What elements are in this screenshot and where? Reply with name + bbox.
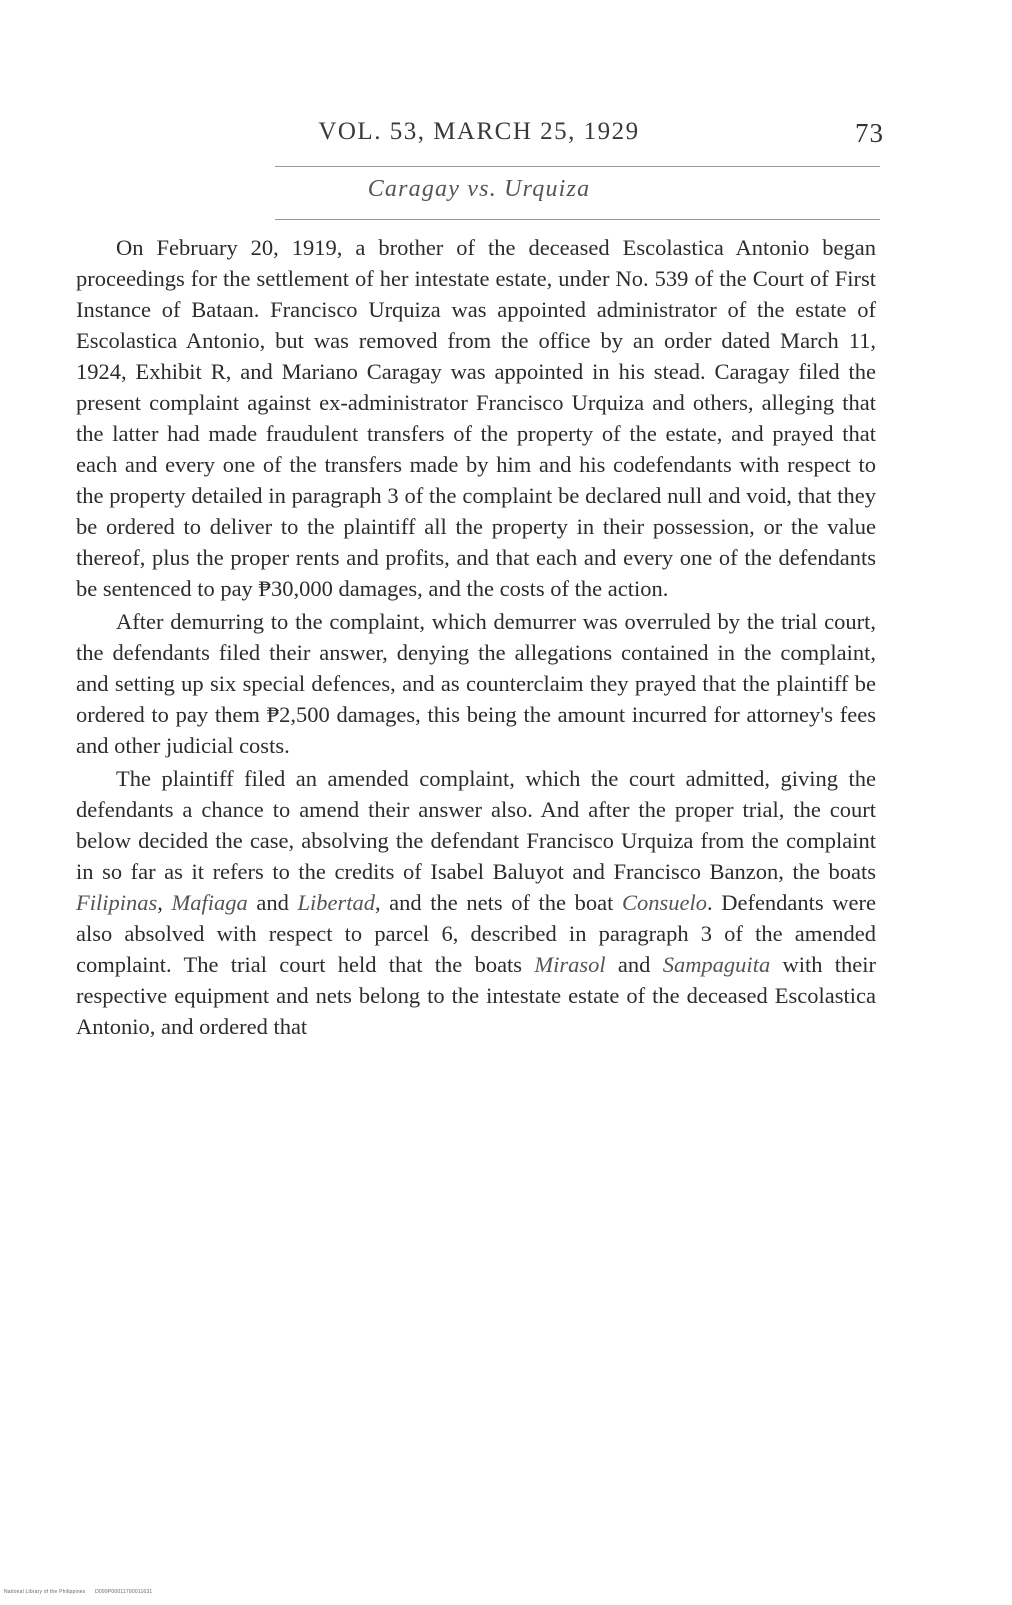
scan-footer [4,1589,152,1595]
header-rule-top [275,166,880,167]
volume-line: VOL. 53, MARCH 25, 1929 [318,118,640,145]
text-run: and [605,952,663,977]
paragraph-2 [76,606,876,761]
text-run: On February 20, 1919, a brother of the deceased Escolastica Antonio began proceedings for the settlement of her intestate estate, under No. 539 of the Court of First Instance of Bataan. Francisco Urquiza was appointed administrator of the estate of Escolastica Antonio, but was removed from the office by an order dated March 11, 1924, Exhibit R, and Mariano Caragay was appointed in his stead. Caragay filed the present complaint against ex-administrator Francisco Urquiza and others, alleging that the latter had made fraudulent transfers of the property of the estate, and prayed that each and every one of the transfers made by him and his codefendants with respect to the property detailed in paragraph 3 of the complaint be declared null and void, that they be ordered to deliver to the plaintiff all the property in their possession, or the value thereof, plus the proper rents and profits, and that each and every one of the defendants be sentenced to pay ₱30,000 damages, and the costs of the action. [76,235,876,601]
text-run: , [157,890,172,915]
text-run: , and the nets of the boat [374,890,622,915]
text-run: . Defendants were also absolved with respect to parcel 6, described in paragraph 3 of the amended complaint. The trial court held that the boats [76,890,876,977]
body-text [76,232,876,1044]
case-title: Caragay vs. Urquiza [367,176,591,202]
text-run: with their respective equipment and nets belong to the intestate estate of the deceased Escolastica Antonio, and ordered that [76,952,876,1039]
running-head [74,118,884,158]
header-rule-bottom [275,219,880,220]
page-number: 73 [855,118,884,148]
italic-run: Consuelo [621,890,707,915]
text-run: and [247,890,298,915]
italic-run: Sampaguita [662,952,771,977]
italic-run: Mirasol [534,952,606,977]
paragraph-3 [76,763,876,1042]
footer-code: D099P00011790011631 [95,1589,153,1595]
paragraph-1 [76,232,876,604]
italic-run: Filipinas [76,890,158,915]
text-run: The plaintiff filed an amended complaint, which the court admitted, giving the defendants a chance to amend their answer also. And after the proper trial, the court below decided the case, absolving the defendant Francisco Urquiza from the complaint in so far as it refers to the credits of Isabel Baluyot and Francisco Banzon, the boats [76,766,876,884]
footer-library: National Library of the Philippines [4,1589,86,1595]
italic-run: Libertad [297,890,375,915]
italic-run: Mafiaga [171,890,248,915]
text-run: After demurring to the complaint, which demurrer was overruled by the trial court, the defendants filed their answer, denying the allegations contained in the complaint, and setting up six special defences, and as counterclaim they prayed that the plaintiff be ordered to pay them ₱2,500 damages, this being the amount incurred for attorney's fees and other judicial costs. [76,609,876,758]
